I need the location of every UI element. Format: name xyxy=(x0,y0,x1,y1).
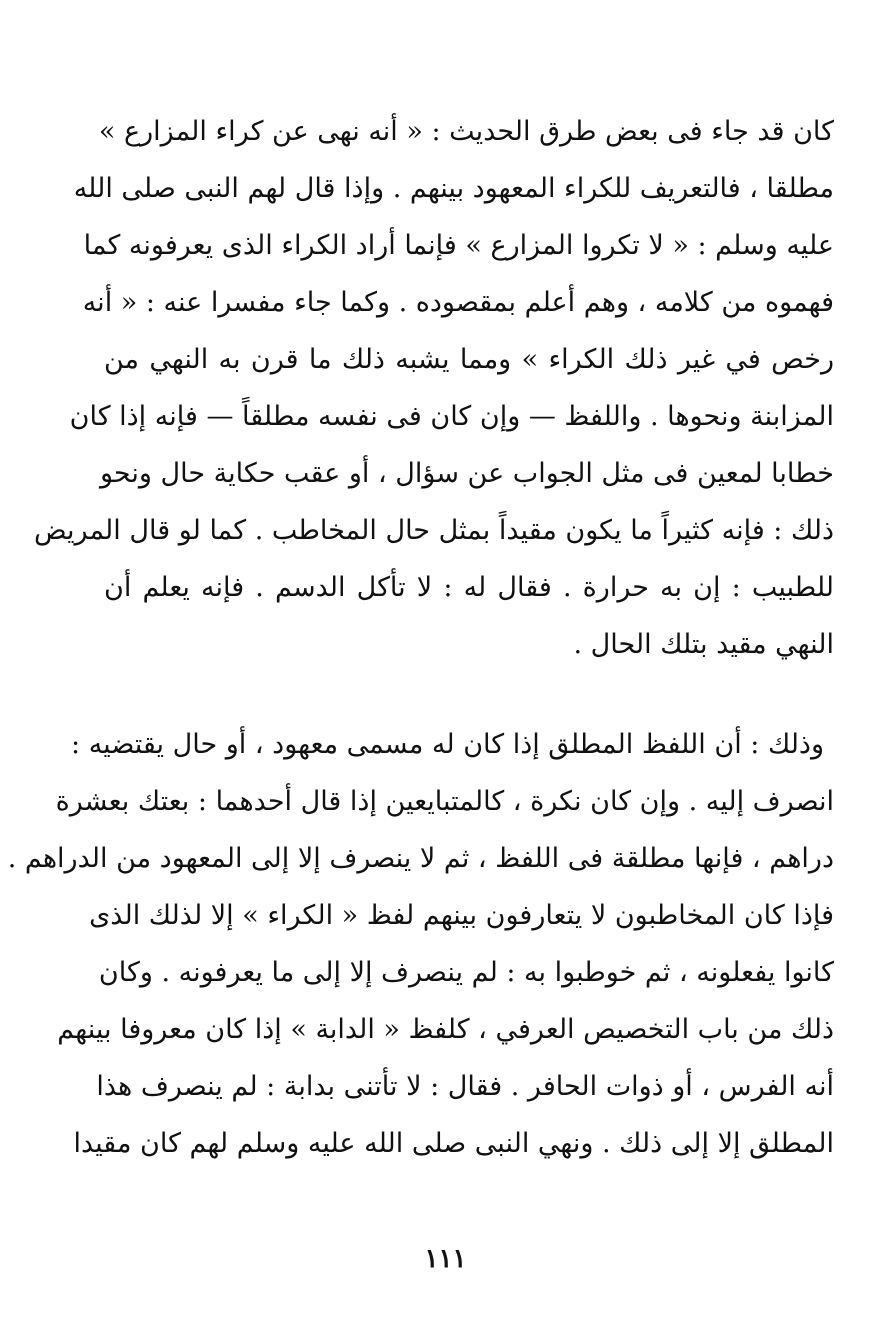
page-number: ١١١ xyxy=(424,1244,467,1274)
text-line: ذلك من باب التخصيص العرفي ، كلفظ « الدابة » إذا كان معروفا بينهم xyxy=(57,1014,834,1045)
text-line: كانوا يفعلونه ، ثم خوطبوا به : لم ينصرف إلا إلى ما يعرفونه . وكان xyxy=(98,957,834,988)
text-line: للطبيب : إن به حرارة . فقال له : لا تأكل الدسم . فإنه يعلم أن xyxy=(104,572,834,603)
paragraph-1 xyxy=(33,103,834,673)
text-line: عليه وسلم : « لا تكروا المزارع » فإنما أراد الكراء الذى يعرفونه كما xyxy=(83,230,834,261)
text-line: أنه الفرس ، أو ذوات الحافر . فقال : لا تأتنى بدابة : لم ينصرف هذا xyxy=(96,1071,834,1102)
text-line: المزابنة ونحوها . واللفظ — وإن كان فى نفسه مطلقاً — فإنه إذا كان xyxy=(69,401,834,432)
text-line: فهموه من كلامه ، وهم أعلم بمقصوده . وكما جاء مفسرا عنه : « أنه xyxy=(82,287,834,318)
paragraph-2 xyxy=(7,716,834,1172)
text-line: وذلك : أن اللفظ المطلق إذا كان له مسمى معهود ، أو حال يقتضيه : xyxy=(71,729,824,760)
text-line: كان قد جاء فى بعض طرق الحديث : « أنه نهى عن كراء المزارع » xyxy=(98,116,834,147)
text-line: خطابا لمعين فى مثل الجواب عن سؤال ، أو عقب حكاية حال ونحو xyxy=(99,458,834,489)
text-line: ذلك : فإنه كثيراً ما يكون مقيداً بمثل حال المخاطب . كما لو قال المريض xyxy=(33,515,834,546)
text-line: دراهم ، فإنها مطلقة فى اللفظ ، ثم لا ينصرف إلا إلى المعهود من الدراهم . xyxy=(7,843,834,874)
text-line: المطلق إلا إلى ذلك . ونهي النبى صلى الله عليه وسلم لهم كان مقيدا xyxy=(73,1128,834,1159)
text-line: مطلقا ، فالتعريف للكراء المعهود بينهم . وإذا قال لهم النبى صلى الله xyxy=(73,173,834,204)
text-line: فإذا كان المخاطبون لا يتعارفون بينهم لفظ « الكراء » إلا لذلك الذى xyxy=(89,900,834,931)
text-line: النهي مقيد بتلك الحال . xyxy=(573,629,834,660)
text-line: رخص في غير ذلك الكراء » ومما يشبه ذلك ما قرن به النهي من xyxy=(104,344,834,375)
text-line: انصرف إليه . وإن كان نكرة ، كالمتبايعين إذا قال أحدهما : بعتك بعشرة xyxy=(55,786,834,817)
